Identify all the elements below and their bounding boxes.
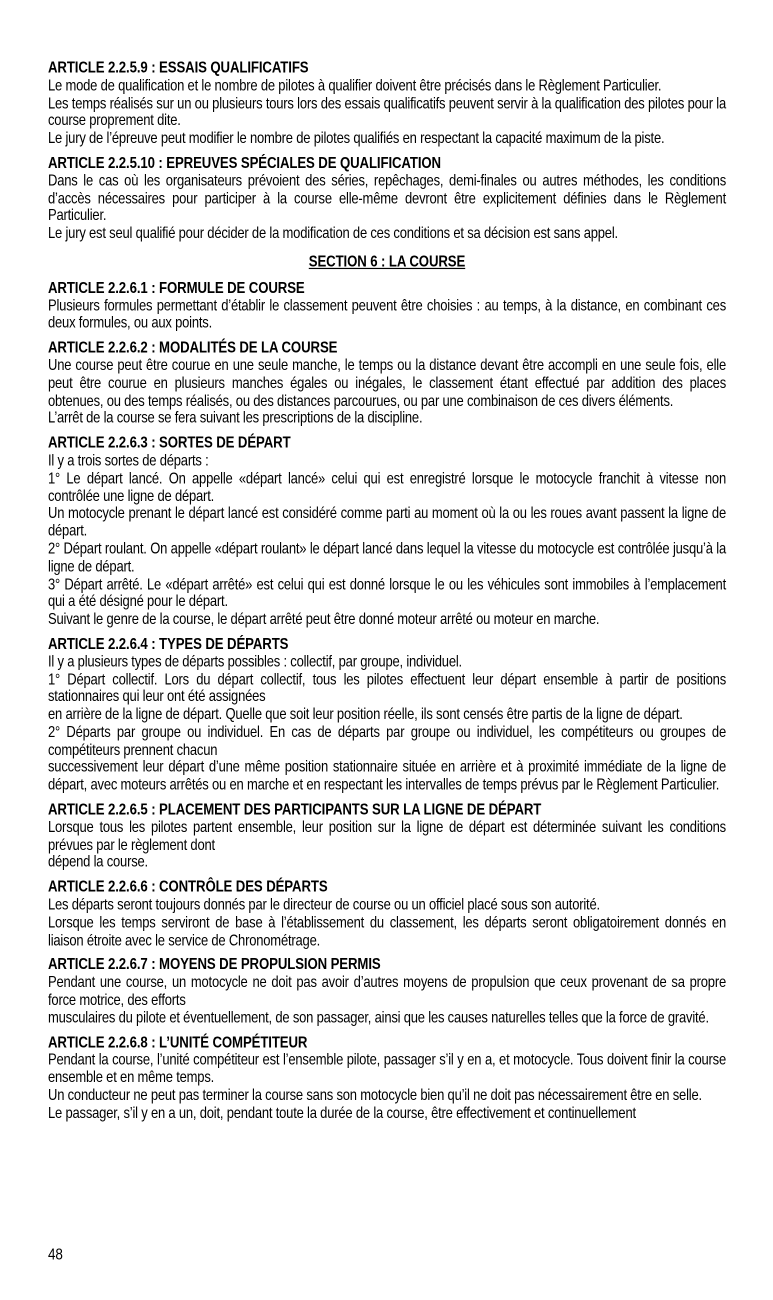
paragraph: Plusieurs formules permettant d’établir le classement peuvent être choisies : au temps, à la distance, en combinant ces deux formules, ou aux points. <box>48 295 726 332</box>
article-block <box>48 1034 726 1122</box>
paragraph: Pendant la course, l’unité compétiteur est l’ensemble pilote, passager s’il y en a, et motocycle. Tous doivent finir la course ensemble et en même temps. <box>48 1050 726 1087</box>
article-block <box>48 339 726 427</box>
paragraph: 1° Le départ lancé. On appelle «départ lancé» celui qui est enregistré lorsque le motocycle franchit à vitesse non contrôlée une ligne de départ. <box>48 468 726 505</box>
paragraph: Le jury est seul qualifié pour décider de la modification de ces conditions et sa décision est sans appel. <box>48 224 618 242</box>
paragraph: Le mode de qualification et le nombre de pilotes à qualifier doivent être précisés dans le Règlement Particulier. <box>48 75 662 94</box>
paragraph: musculaires du pilote et éventuellement, de son passager, ainsi que les causes naturelles telles que la force de gravité. <box>48 1008 709 1027</box>
paragraph: Suivant le genre de la course, le départ arrêté peut être donné moteur arrêté ou moteur en marche. <box>48 609 600 628</box>
paragraph: en arrière de la ligne de départ. Quelle que soit leur position réelle, ils sont censés être partis de la ligne de départ. <box>48 704 683 723</box>
article-block <box>48 155 726 243</box>
paragraph: 2° Départ roulant. On appelle «départ roulant» le départ lancé dans lequel la vitesse du motocycle est contrôlée jusqu’à la ligne de départ. <box>48 539 726 575</box>
paragraph: dépend la course. <box>48 852 148 871</box>
paragraph: Dans le cas où les organisateurs prévoient des séries, repêchages, demi-finales ou autres méthodes, les conditions d’accès nécessaires pour participer à la course elle-même devront être explicitement définies dans le Règlement Particulier. <box>48 171 726 225</box>
paragraph: Les temps réalisés sur un ou plusieurs tours lors des essais qualificatifs peuvent servir à la qualification des pilotes pour la course proprement dite. <box>48 93 726 130</box>
paragraph: Une course peut être courue en une seule manche, le temps ou la distance devant être accompli en une seule fois, elle peut être courue en plusieurs manches égales ou inégales, le classement étant effectué par addition des places obtenues, ou des temps réalisés, ou des distances parcourues, ou par une combinaison de ces divers éléments. <box>48 355 726 409</box>
article-heading: ARTICLE 2.2.5.10 : EPREUVES SPÉCIALES DE QUALIFICATION <box>48 153 441 172</box>
article-heading: ARTICLE 2.2.6.7 : MOYENS DE PROPULSION PERMIS <box>48 955 381 974</box>
article-heading: ARTICLE 2.2.6.1 : FORMULE DE COURSE <box>48 278 305 297</box>
article-block <box>48 957 726 1027</box>
paragraph: 1° Départ collectif. Lors du départ collectif, tous les pilotes effectuent leur départ ensemble à partir de positions stationnaires qui leur ont été assignées <box>48 669 726 706</box>
article-block <box>48 279 726 332</box>
paragraph: Le passager, s’il y en a un, doit, pendant toute la durée de la course, être effectivement et continuellement <box>48 1103 636 1122</box>
paragraph: Il y a plusieurs types de départs possibles : collectif, par groupe, individuel. <box>48 652 462 670</box>
paragraph: Un motocycle prenant le départ lancé est considéré comme parti au moment où la ou les roues avant passent la ligne de départ. <box>48 503 726 540</box>
paragraph: 3° Départ arrêté. Le «départ arrêté» est celui qui est donné lorsque le ou les véhicules sont immobiles à l’emplacement qui a été désigné pour le départ. <box>48 574 726 610</box>
article-block <box>48 801 726 871</box>
article-heading: ARTICLE 2.2.6.2 : MODALITÉS DE LA COURSE <box>48 338 338 357</box>
article-heading: ARTICLE 2.2.6.3 : SORTES DE DÉPART <box>48 433 291 452</box>
article-heading: ARTICLE 2.2.6.4 : TYPES DE DÉPARTS <box>48 634 289 653</box>
paragraph: successivement leur départ d’une même position stationnaire située en arrière et à proximité immédiate de la ligne de départ, avec moteurs arrêtés ou en marche et en respectant les intervalles de temps prévus par le Règlement Particulier. <box>48 757 726 794</box>
paragraph: Le jury de l’épreuve peut modifier le nombre de pilotes qualifiés en respectant la capacité maximum de la piste. <box>48 128 665 147</box>
article-block <box>48 879 726 949</box>
paragraph: Un conducteur ne peut pas terminer la course sans son motocycle bien qu’il ne doit pas nécessairement être en selle. <box>48 1085 702 1104</box>
paragraph: Pendant une course, un motocycle ne doit pas avoir d’autres moyens de propulsion que ceux provenant de sa propre force motrice, des efforts <box>48 972 726 1009</box>
paragraph: Les départs seront toujours donnés par le directeur de course ou un officiel placé sous son autorité. <box>48 895 600 914</box>
paragraph: Lorsque les temps serviront de base à l’établissement du classement, les départs seront obligatoirement donnés en liaison étroite avec le service de Chronométrage. <box>48 912 726 949</box>
article-heading: ARTICLE 2.2.5.9 : ESSAIS QUALIFICATIFS <box>48 58 309 77</box>
article-block <box>48 435 726 629</box>
article-block <box>48 636 726 795</box>
section-heading: SECTION 6 : LA COURSE <box>308 252 466 271</box>
paragraph: Lorsque tous les pilotes partent ensemble, leur position sur la ligne de départ est déterminée suivant les conditions prévues par le règlement dont <box>48 817 726 854</box>
paragraph: Il y a trois sortes de départs : <box>48 451 209 469</box>
article-heading: ARTICLE 2.2.6.8 : L’UNITÉ COMPÉTITEUR <box>48 1032 308 1051</box>
page-number: 48 <box>48 1245 63 1264</box>
article-block <box>48 60 726 148</box>
paragraph: 2° Départs par groupe ou individuel. En cas de départs par groupe ou individuel, les compétiteurs ou groupes de compétiteurs prennent chacun <box>48 722 726 758</box>
paragraph: L’arrêt de la course se fera suivant les prescriptions de la discipline. <box>48 408 423 427</box>
article-heading: ARTICLE 2.2.6.6 : CONTRÔLE DES DÉPARTS <box>48 877 328 896</box>
article-heading: ARTICLE 2.2.6.5 : PLACEMENT DES PARTICIPANTS SUR LA LIGNE DE DÉPART <box>48 800 542 818</box>
